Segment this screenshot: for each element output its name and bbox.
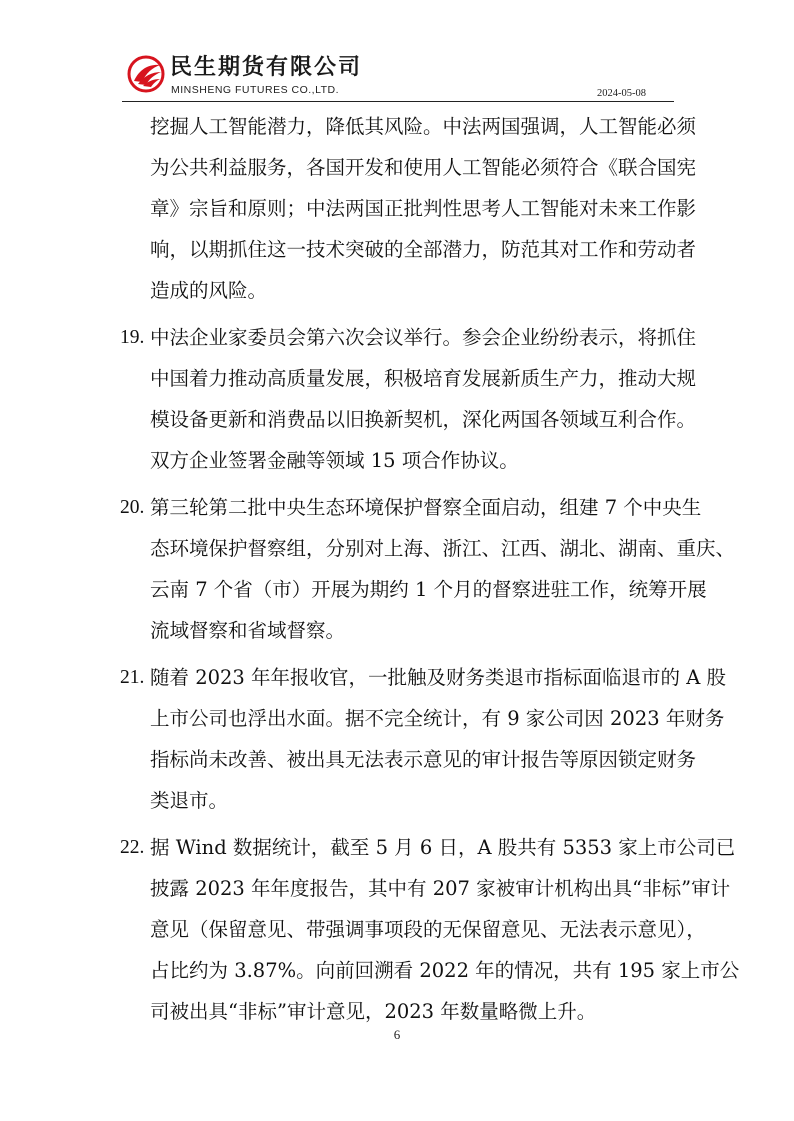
text-line: 随着 2023 年年报收官，一批触及财务类退市指标面临退市的 A 股	[150, 666, 727, 689]
item-number: 19.	[120, 327, 145, 348]
text-line: 挖掘人工智能潜力，降低其风险。中法两国强调，人工智能必须	[150, 115, 697, 138]
list-item-20	[120, 487, 736, 651]
text-line: 上市公司也浮出水面。据不完全统计，有 9 家公司因 2023 年财务	[150, 707, 725, 730]
text-line: 据 Wind 数据统计，截至 5 月 6 日，A 股共有 5353 家上市公司已	[150, 836, 736, 859]
text-line: 中国着力推动高质量发展，积极培育发展新质生产力，推动大规	[150, 367, 697, 390]
text-line: 第三轮第二批中央生态环境保护督察全面启动，组建 7 个中央生	[150, 496, 702, 519]
text-line: 意见（保留意见、带强调事项段的无保留意见、无法表示意见），	[150, 918, 706, 941]
document-body	[120, 106, 740, 1032]
item-number: 20.	[120, 497, 145, 518]
brand-name-chinese: 民生期货有限公司	[170, 55, 363, 80]
company-logo-icon	[126, 54, 166, 94]
text-line: 流域督察和省域督察。	[150, 619, 346, 642]
page-number: 6	[393, 1027, 401, 1042]
text-line: 披露 2023 年年度报告，其中有 207 家被审计机构出具“非标”审计	[150, 877, 731, 900]
brand-name-english: MINSHENG FUTURES CO.,LTD.	[171, 84, 340, 96]
report-date: 2024-05-08	[597, 88, 646, 99]
list-item-21	[120, 657, 727, 821]
text-line: 占比约为 3.87%。向前回溯看 2022 年的情况，共有 195 家上市公	[150, 959, 740, 982]
text-line: 模设备更新和消费品以旧换新契机，深化两国各领域互利合作。	[150, 408, 697, 431]
text-line: 指标尚未改善、被出具无法表示意见的审计报告等原因锁定财务	[150, 748, 697, 771]
header-divider	[122, 101, 674, 102]
text-line: 中法企业家委员会第六次会议举行。参会企业纷纷表示，将抓住	[150, 326, 697, 349]
text-line: 司被出具“非标”审计意见，2023 年数量略微上升。	[150, 1000, 597, 1023]
list-item-22	[120, 827, 740, 1032]
item-number: 22.	[120, 837, 145, 858]
text-line: 态环境保护督察组，分别对上海、浙江、江西、湖北、湖南、重庆、	[150, 537, 736, 560]
item-number: 21.	[120, 667, 145, 688]
text-line: 响，以期抓住这一技术突破的全部潜力，防范其对工作和劳动者	[150, 238, 697, 261]
text-line: 双方企业签署金融等领域 15 项合作协议。	[150, 449, 519, 472]
text-line: 类退市。	[150, 789, 229, 812]
page-header	[0, 0, 794, 104]
text-line: 云南 7 个省（市）开展为期约 1 个月的督察进驻工作，统筹开展	[150, 578, 707, 601]
text-line: 造成的风险。	[150, 279, 268, 302]
text-line: 为公共利益服务，各国开发和使用人工智能必须符合《联合国宪	[150, 156, 697, 179]
text-line: 章》宗旨和原则；中法两国正批判性思考人工智能对未来工作影	[150, 197, 697, 220]
list-item-19	[120, 317, 697, 481]
paragraph-continued	[120, 106, 697, 311]
